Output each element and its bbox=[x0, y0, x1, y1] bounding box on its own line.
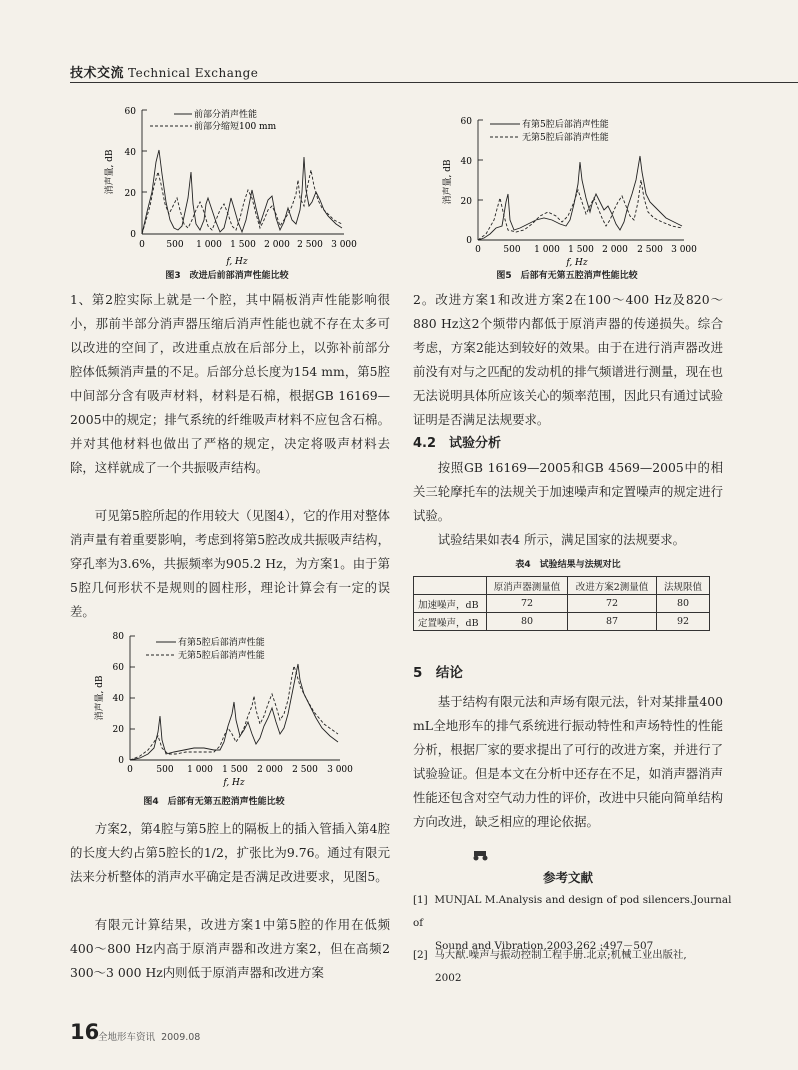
fig4-xtick-1500: 1 500 bbox=[222, 765, 248, 775]
fig5-xtick-500: 500 bbox=[503, 245, 521, 255]
fig3-series-solid bbox=[142, 150, 342, 234]
fig3-ytick-20: 20 bbox=[124, 189, 136, 199]
fig5-series-dashed bbox=[478, 180, 682, 240]
fig4-legend-2: 无第5腔后部消声性能 bbox=[178, 651, 265, 661]
left-paragraph-4: 有限元计算结果，改进方案1中第5腔的作用在低频400～800 Hz内高于原消声器和改进方案2，但在高频2 300～3 000 Hz内则低于原消声器和改进方案 bbox=[70, 917, 390, 980]
ref-text: MUNJAL M.Analysis and design of pod silencers.Journal of bbox=[413, 894, 732, 929]
fig3-legend-2: 前部分缩短100 mm bbox=[194, 122, 277, 132]
table-cell: 80 bbox=[657, 595, 710, 613]
fig4-legend-1: 有第5腔后部消声性能 bbox=[178, 638, 265, 648]
table-header-cell: 法规限值 bbox=[657, 577, 710, 595]
ref-number: [2] bbox=[413, 949, 428, 961]
table-header-row bbox=[414, 577, 710, 595]
fig4-xtick-2000: 2 000 bbox=[257, 765, 283, 775]
fig4-xtick-1000: 1 000 bbox=[187, 765, 213, 775]
fig4-ytick-20: 20 bbox=[112, 725, 124, 735]
header-rule bbox=[70, 82, 798, 83]
table-header-cell: 改进方案2测量值 bbox=[568, 577, 657, 595]
table-cell: 92 bbox=[657, 613, 710, 631]
references-title: 参考文献 bbox=[542, 870, 593, 885]
figure-4 bbox=[84, 624, 374, 814]
ref-number: [1] bbox=[413, 894, 428, 906]
table-row bbox=[414, 595, 710, 613]
ref-text-cont: Sound and Vibration,2003,262 :497－507 bbox=[435, 940, 654, 952]
fig5-xtick-2500: 2 500 bbox=[637, 245, 663, 255]
fig3-xtick-1500: 1 500 bbox=[230, 240, 256, 250]
fig4-ytick-40: 40 bbox=[112, 694, 124, 704]
table-4 bbox=[413, 576, 710, 631]
table-header-cell bbox=[414, 577, 487, 595]
fig4-xlabel: f, Hz bbox=[223, 778, 245, 788]
fig5-ylabel: 消声量, dB bbox=[443, 159, 453, 205]
table-cell: 72 bbox=[568, 595, 657, 613]
fig4-series-dashed bbox=[130, 666, 338, 760]
table-header-cell: 原消声器测量值 bbox=[487, 577, 568, 595]
fig5-legend-2: 无第5腔后部消声性能 bbox=[522, 133, 609, 143]
right-paragraph-3: 试验结果如表4 所示，满足国家的法规要求。 bbox=[437, 532, 686, 547]
fig5-xlabel: f, Hz bbox=[566, 258, 588, 268]
table-cell: 加速噪声，dB bbox=[414, 595, 487, 613]
fig3-ylabel: 消声量, dB bbox=[105, 149, 115, 195]
header-section-en: Technical Exchange bbox=[128, 66, 259, 80]
left-paragraph-2: 可见第5腔所起的作用较大（见图4），它的作用对整体消声量有着重要影响，考虑到将第5腔改成共振吸声结构，穿孔率为3.6%，共振频率为905.2 Hz，为方案1。由于第5腔几何形状不是规则的圆柱形，理论计算会有一定的误差。 bbox=[70, 508, 390, 619]
ref-text-cont: 2002 bbox=[435, 972, 462, 984]
fig5-caption: 图5 后部有无第五腔消声性能比较 bbox=[496, 271, 638, 281]
section-4-2-title: 4.2 试验分析 bbox=[413, 436, 502, 451]
fig5-ytick-20: 20 bbox=[460, 197, 472, 207]
figure-5 bbox=[432, 102, 702, 282]
fig3-ytick-60: 60 bbox=[124, 107, 136, 117]
fig3-xtick-2500: 2 500 bbox=[297, 240, 323, 250]
left-paragraph-3: 方案2，第4腔与第5腔上的隔板上的插入管插入第4腔的长度大约占第5腔长的1/2，扩张比为9.76。通过有限元法来分析整体的消声水平确定是否满足改进要求，见图5。 bbox=[70, 821, 390, 884]
table-4-caption: 表4 试验结果与法规对比 bbox=[515, 560, 621, 570]
fig5-xtick-1500: 1 500 bbox=[568, 245, 594, 255]
fig3-legend-1: 前部分消声性能 bbox=[194, 110, 258, 120]
figure-4-chart bbox=[84, 624, 374, 814]
fig4-caption: 图4 后部有无第五腔消声性能比较 bbox=[143, 797, 285, 807]
right-paragraph-1: 2。改进方案1和改进方案2在100～400 Hz及820～880 Hz这2个频带内都低于原消声器的传递损失。综合考虑，方案2能达到较好的效果。由于在进行消声器改进前没有对与之匹配的发动机的排气频谱进行测量，现在也无法说明具体所应该关心的频率范围，因此只有通过试验证明是否满足法规要求。 bbox=[413, 292, 723, 427]
fig5-xtick-3000: 3 000 bbox=[671, 245, 697, 255]
fig4-xtick-0: 0 bbox=[127, 765, 133, 775]
fig5-ytick-0: 0 bbox=[466, 236, 472, 246]
table-cell: 87 bbox=[568, 613, 657, 631]
fig5-ytick-40: 40 bbox=[460, 157, 472, 167]
header-section-cn: 技术交流 bbox=[70, 66, 125, 81]
fig5-series-solid bbox=[478, 156, 682, 240]
results-table bbox=[413, 576, 710, 631]
ref-text: 马大猷.噪声与振动控制工程手册.北京;机械工业出版社, bbox=[434, 949, 687, 961]
fig3-xtick-1000: 1 000 bbox=[196, 240, 222, 250]
figure-3 bbox=[92, 102, 362, 282]
right-paragraph-4: 基于结构有限元法和声场有限元法，针对某排量400 mL全地形车的排气系统进行振动特性和声场特性的性能分析，根据厂家的要求提出了可行的改进方案，并进行了试验验证。但是本文在分析中还存在不足，如消声器消声性能还包含对空气动力性的评价，改进中只能向简单结构方向改进，缺乏相应的理论依据。 bbox=[413, 694, 723, 829]
table-cell: 80 bbox=[487, 613, 568, 631]
page-number: 16 bbox=[70, 1020, 100, 1044]
fig3-ytick-40: 40 bbox=[124, 148, 136, 158]
fig4-xtick-3000: 3 000 bbox=[327, 765, 353, 775]
fig4-xtick-500: 500 bbox=[156, 765, 174, 775]
fig3-xtick-3000: 3 000 bbox=[331, 240, 357, 250]
fig3-xtick-0: 0 bbox=[139, 240, 145, 250]
fig5-xtick-2000: 2 000 bbox=[602, 245, 628, 255]
fig5-xtick-1000: 1 000 bbox=[534, 245, 560, 255]
table-cell: 定置噪声，dB bbox=[414, 613, 487, 631]
reference-2 bbox=[413, 944, 733, 990]
figure-3-chart bbox=[92, 102, 362, 282]
running-header bbox=[70, 62, 258, 81]
fig5-ytick-60: 60 bbox=[460, 117, 472, 127]
journal-name: 全地形车资讯 bbox=[98, 1032, 156, 1043]
right-paragraph-2: 按照GB 16169—2005和GB 4569—2005中的相关三轮摩托车的法规关于加速噪声和定置噪声的规定进行试验。 bbox=[413, 460, 723, 523]
issue-date: 2009.08 bbox=[161, 1032, 201, 1043]
fig3-xtick-2000: 2 000 bbox=[264, 240, 290, 250]
fig4-ytick-80: 80 bbox=[112, 632, 124, 642]
fig5-legend-1: 有第5腔后部消声性能 bbox=[522, 120, 609, 130]
fig3-xlabel: f, Hz bbox=[226, 257, 248, 267]
fig4-xtick-2500: 2 500 bbox=[292, 765, 318, 775]
fig4-series-solid bbox=[130, 664, 338, 760]
table-cell: 72 bbox=[487, 595, 568, 613]
section-5-title: 5 结论 bbox=[413, 665, 463, 681]
fig4-ylabel: 消声量, dB bbox=[95, 675, 105, 721]
fig3-ytick-0: 0 bbox=[130, 230, 136, 240]
fig4-ytick-0: 0 bbox=[118, 756, 124, 766]
table-row bbox=[414, 613, 710, 631]
footer-journal bbox=[98, 1029, 200, 1043]
fig4-ytick-60: 60 bbox=[112, 663, 124, 673]
end-mark-icon bbox=[472, 846, 490, 865]
left-paragraph-1: 1、第2腔实际上就是一个腔，其中隔板消声性能影响很小，那前半部分消声器压缩后消声性能也就不存在太多可以改进的空间了，改进重点放在后部分上，以弥补前部分腔体低频消声量的不足。后部分总长度为154 mm，第5腔中间部分含有吸声材料，材料是石棉，根据GB 16169—2005中的规定；排气系统的纤维吸声材料不应包含石棉。并对其他材料也做出了严格的规定，决定将吸声材料去除，这样就成了一个共振吸声结构。 bbox=[70, 292, 390, 475]
fig3-xtick-500: 500 bbox=[166, 240, 184, 250]
fig5-xtick-0: 0 bbox=[475, 245, 481, 255]
fig3-caption: 图3 改进后前部消声性能比较 bbox=[165, 271, 289, 281]
figure-5-chart bbox=[432, 102, 702, 282]
